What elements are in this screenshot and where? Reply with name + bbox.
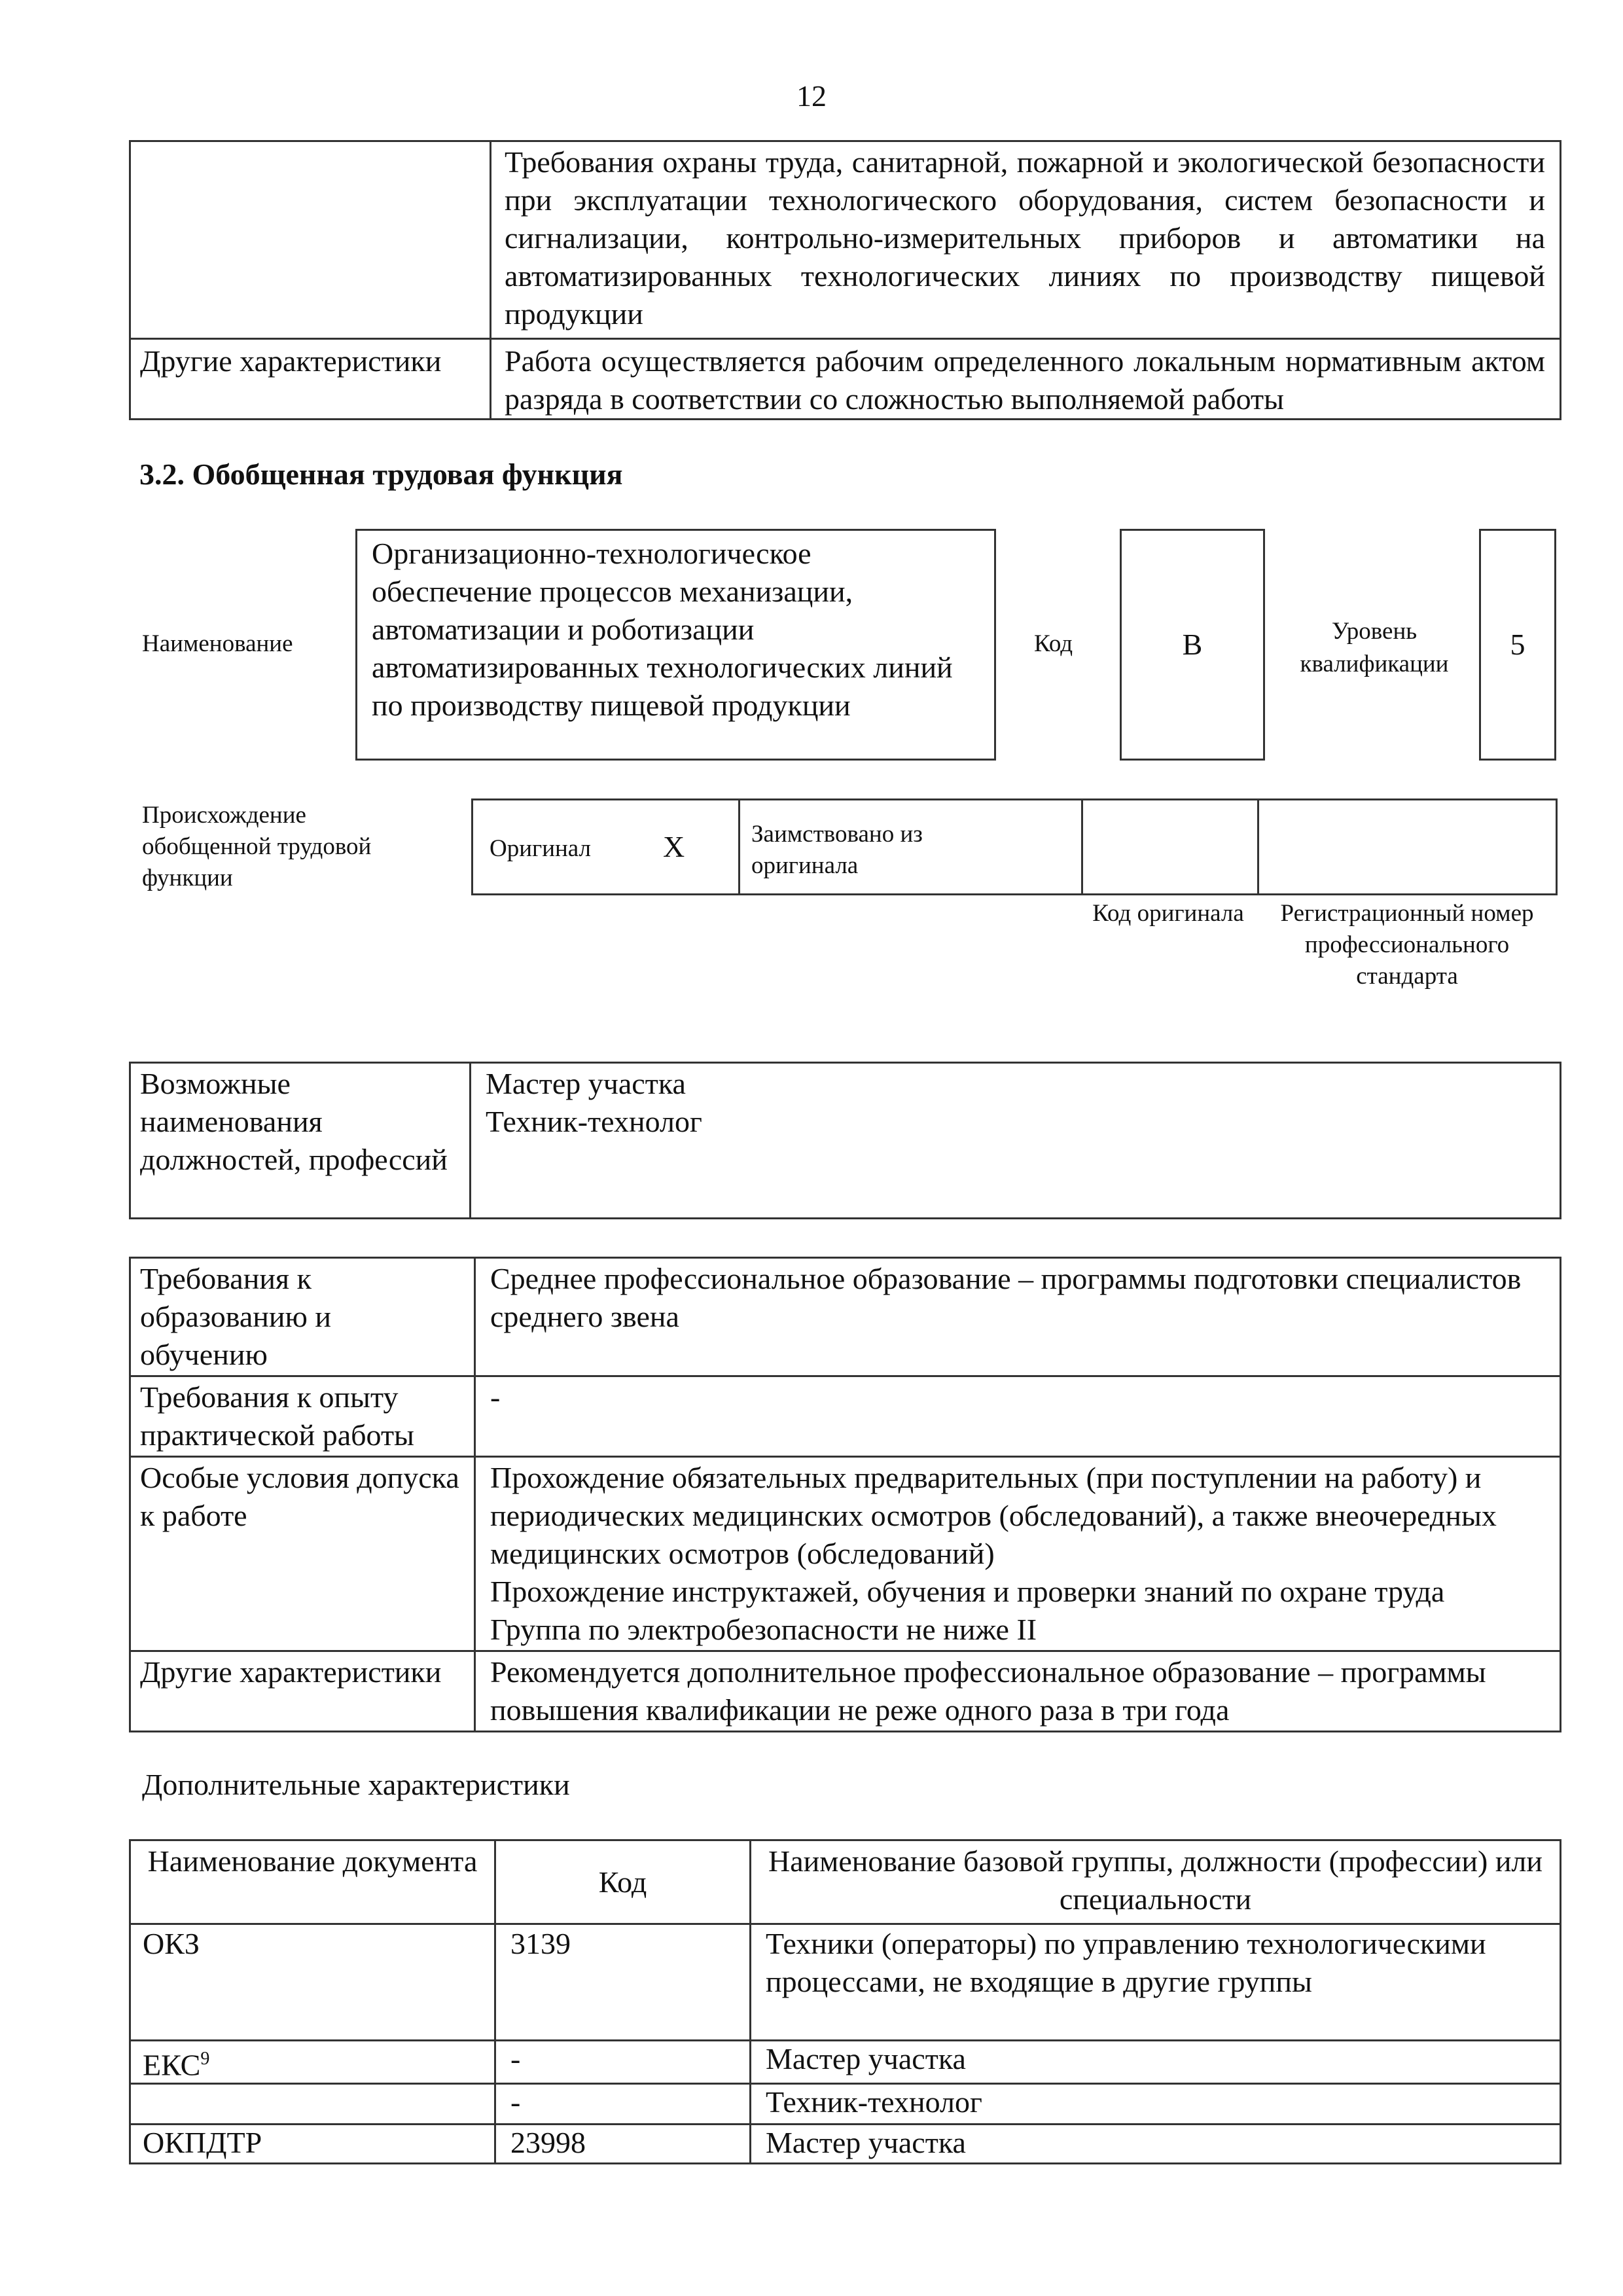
registration-number-caption: Регистрационный номер профессионального стандарта xyxy=(1280,900,1534,990)
divider xyxy=(1257,800,1259,893)
positions-table xyxy=(129,1062,1561,1219)
table-row xyxy=(130,1258,1561,1376)
education-label: Требования к образованию и обучению xyxy=(130,1258,475,1376)
doc-cell xyxy=(130,2084,495,2125)
requirements-table xyxy=(129,1257,1561,1732)
admission-label: Особые условия допуска к работе xyxy=(130,1457,475,1651)
doc-name: ЕКС xyxy=(143,2048,201,2082)
original-code-caption: Код оригинала xyxy=(1092,900,1244,927)
borrowed-label: Заимствовано из оригинала xyxy=(751,821,923,879)
header-document: Наименование документа xyxy=(130,1840,495,1924)
level-box xyxy=(1479,529,1556,761)
experience-label: Требования к опыту практической работы xyxy=(130,1376,475,1457)
code-cell: 23998 xyxy=(495,2125,751,2164)
empty-cell xyxy=(130,141,491,339)
table-row xyxy=(130,2125,1561,2164)
admission-line: Прохождение обязательных предварительных (при поступлении на работу) и периодических медицинских осмотров (обследований), а также внеочередных медицинских осмотров (обследований) xyxy=(490,1461,1497,1570)
level-value: 5 xyxy=(1510,628,1525,661)
other-text: Рекомендуется дополнительное профессиональное образование – программы повышения квалификации не реже одного раза в три года xyxy=(475,1651,1561,1732)
code-cell: - xyxy=(495,2041,751,2084)
original-label: Оригинал xyxy=(490,835,592,862)
positions-values xyxy=(471,1063,1561,1219)
origin-label: Происхождение обобщенной трудовой функции xyxy=(142,802,372,891)
admission-line: Группа по электробезопасности не ниже II xyxy=(490,1613,1037,1646)
group-name-cell: Мастер участка xyxy=(751,2041,1561,2084)
doc-cell: ОКЗ xyxy=(130,1924,495,2041)
admission-line: Прохождение инструктажей, обучения и проверки знаний по охране труда xyxy=(490,1575,1445,1608)
page-number: 12 xyxy=(796,79,827,113)
position-item: Мастер участка xyxy=(486,1067,686,1100)
table-row xyxy=(130,1651,1561,1732)
doc-cell: ОКПДТР xyxy=(130,2125,495,2164)
additional-title: Дополнительные характеристики xyxy=(142,1768,570,1801)
table-row xyxy=(130,2041,1561,2084)
other-characteristics-text: Работа осуществляется рабочим определенного локальным нормативным актом разряда в соответствии со сложностью выполняемой работы xyxy=(491,339,1561,420)
group-name-cell: Техники (операторы) по управлению технологическими процессами, не входящие в другие группы xyxy=(751,1924,1561,2041)
divider xyxy=(738,800,740,893)
table-row xyxy=(130,339,1561,420)
section-title: 3.2. Обобщенная трудовая функция xyxy=(139,457,623,491)
original-mark: X xyxy=(663,830,685,863)
divider xyxy=(1081,800,1083,893)
table-row xyxy=(130,141,1561,339)
table-header-row xyxy=(130,1840,1561,1924)
other-characteristics-label: Другие характеристики xyxy=(130,339,491,420)
code-value: B xyxy=(1182,628,1203,661)
code-cell: 3139 xyxy=(495,1924,751,2041)
code-box xyxy=(1120,529,1265,761)
header-group-name: Наименование базовой группы, должности (профессии) или специальности xyxy=(751,1840,1561,1924)
table-row xyxy=(130,1457,1561,1651)
position-item: Техник-технолог xyxy=(486,1105,702,1138)
name-label: Наименование xyxy=(142,630,293,657)
positions-label: Возможные наименования должностей, профессий xyxy=(130,1063,471,1219)
code-label: Код xyxy=(1034,630,1073,657)
group-name-cell: Техник-технолог xyxy=(751,2084,1561,2125)
education-text: Среднее профессиональное образование – программы подготовки специалистов среднего звена xyxy=(475,1258,1561,1376)
header-code: Код xyxy=(495,1840,751,1924)
function-name-box: Организационно-технологическое обеспечение процессов механизации, автоматизации и роботизации автоматизированных технологических линий по производству пищевой продукции xyxy=(355,529,996,761)
safety-requirements-text: Требования охраны труда, санитарной, пожарной и экологической безопасности при эксплуатации технологического оборудования, систем безопасности и сигнализации, контрольно-измерительных приборов и автоматики на автоматизированных технологических линиях по производству пищевой продукции xyxy=(491,141,1561,339)
top-table xyxy=(129,140,1561,420)
additional-table xyxy=(129,1839,1561,2164)
table-row xyxy=(130,1063,1561,1219)
admission-text xyxy=(475,1457,1561,1651)
group-name-cell: Мастер участка xyxy=(751,2125,1561,2164)
table-row xyxy=(130,1924,1561,2041)
other-label: Другие характеристики xyxy=(130,1651,475,1732)
footnote-ref: 9 xyxy=(200,2049,210,2069)
origin-table xyxy=(471,798,1558,895)
experience-text: - xyxy=(475,1376,1561,1457)
doc-cell xyxy=(130,2041,495,2084)
table-row xyxy=(130,1376,1561,1457)
level-label: Уровень квалификации xyxy=(1300,618,1449,677)
code-cell: - xyxy=(495,2084,751,2125)
table-row xyxy=(130,2084,1561,2125)
